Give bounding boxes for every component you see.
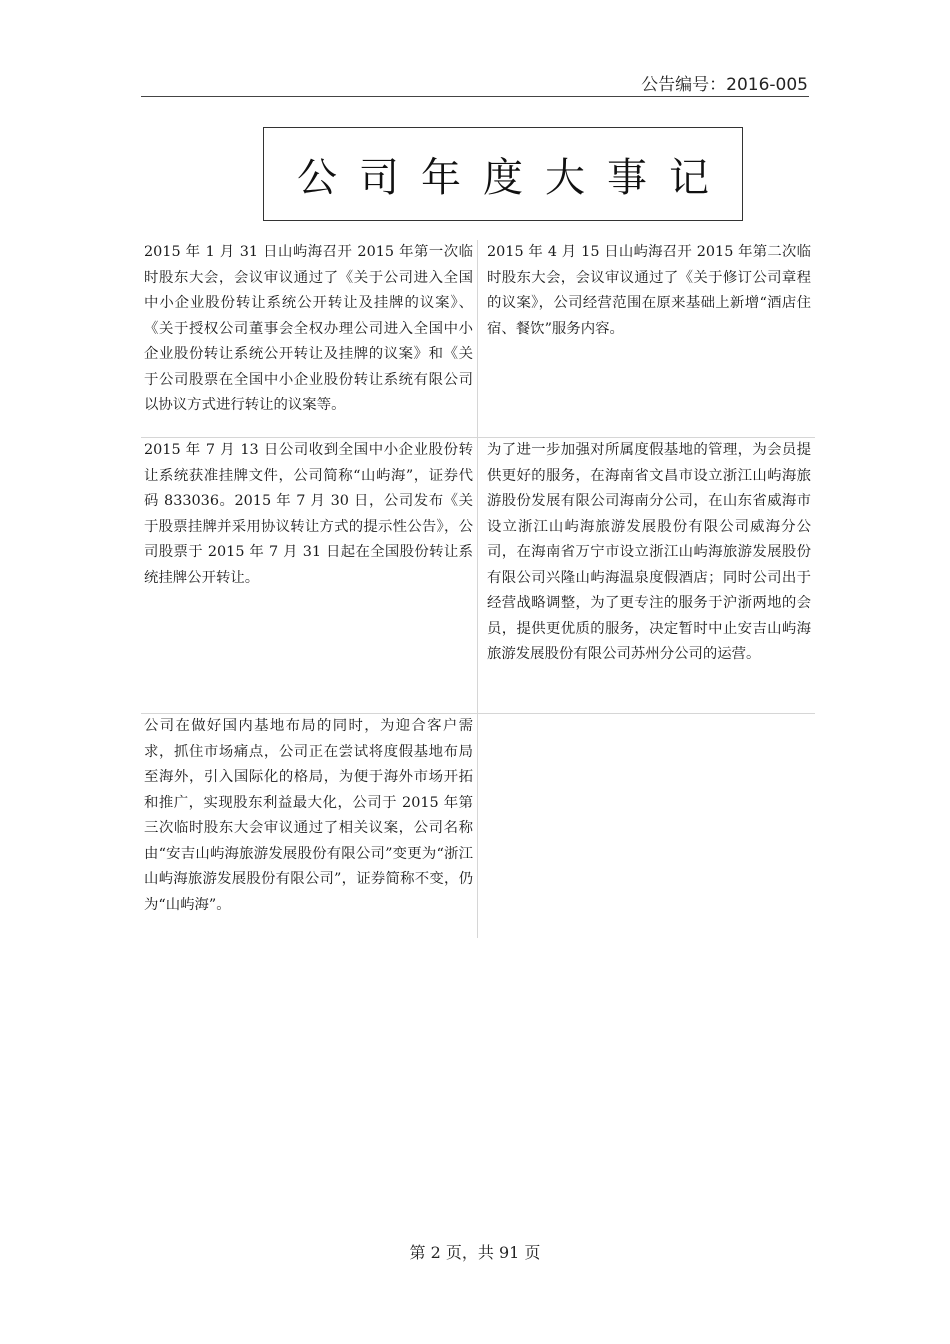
event-cell-right: 为了进一步加强对所属度假基地的管理，为会员提供更好的服务，在海南省文昌市设立浙江山屿海旅游股份发展有限公司海南分公司，在山东省威海市设立浙江山屿海旅游发展股份有限公司威海分公司，在海南省万宁市设立浙江山屿海旅游发展股份有限公司兴隆山屿海温泉度假酒店；同时公司出于经营战略调整，为了更专注的服务于沪浙两地的会员，提供更优质的服务，决定暂时中止安吉山屿海旅游发展股份有限公司苏州分公司的运营。 bbox=[487, 442, 811, 662]
event-row bbox=[141, 714, 815, 938]
page-title: 公司年度大事记 bbox=[297, 154, 731, 201]
event-row bbox=[141, 240, 815, 438]
event-cell-right: 2015 年 4 月 15 日山屿海召开 2015 年第二次临时股东大会，会议审议通过了《关于修订公司章程的议案》，公司经营范围在原来基础上新增“酒店住宿、餐饮”服务内容。 bbox=[487, 244, 811, 337]
header-divider bbox=[141, 96, 809, 97]
events-table bbox=[141, 240, 815, 938]
event-row bbox=[141, 438, 815, 714]
event-cell-left: 2015 年 1 月 31 日山屿海召开 2015 年第一次临时股东大会，会议审议通过了《关于公司进入全国中小企业股份转让系统公开转让及挂牌的议案》、《关于授权公司董事会全权办理公司进入全国中小企业股份转让系统公开转让及挂牌的议案》和《关于公司股票在全国中小企业股份转让系统有限公司以协议方式进行转让的议案等。 bbox=[141, 240, 478, 437]
title-box bbox=[263, 127, 743, 221]
event-cell-left: 公司在做好国内基地布局的同时，为迎合客户需求，抓住市场痛点，公司正在尝试将度假基地布局至海外，引入国际化的格局，为便于海外市场开拓和推广，实现股东利益最大化，公司于 2015 年第三次临时股东大会审议通过了相关议案，公司名称由“安吉山屿海旅游发展股份有限公司”变更为“浙江山屿海旅游发展股份有限公司”，证券简称不变，仍为“山屿海”。 bbox=[141, 714, 478, 938]
event-cell-left: 2015 年 7 月 13 日公司收到全国中小企业股份转让系统获准挂牌文件，公司简称“山屿海”，证券代码 833036。2015 年 7 月 30 日，公司发布《关于股票挂牌并采用协议转让方式的提示性公告》，公司股票于 2015 年 7 月 31 日起在全国股份转让系统挂牌公开转让。 bbox=[141, 438, 478, 713]
announcement-number: 公告编号：2016-005 bbox=[641, 75, 808, 95]
page-footer: 第 2 页，共 91 页 bbox=[409, 1243, 541, 1262]
event-cell-right bbox=[478, 714, 815, 938]
